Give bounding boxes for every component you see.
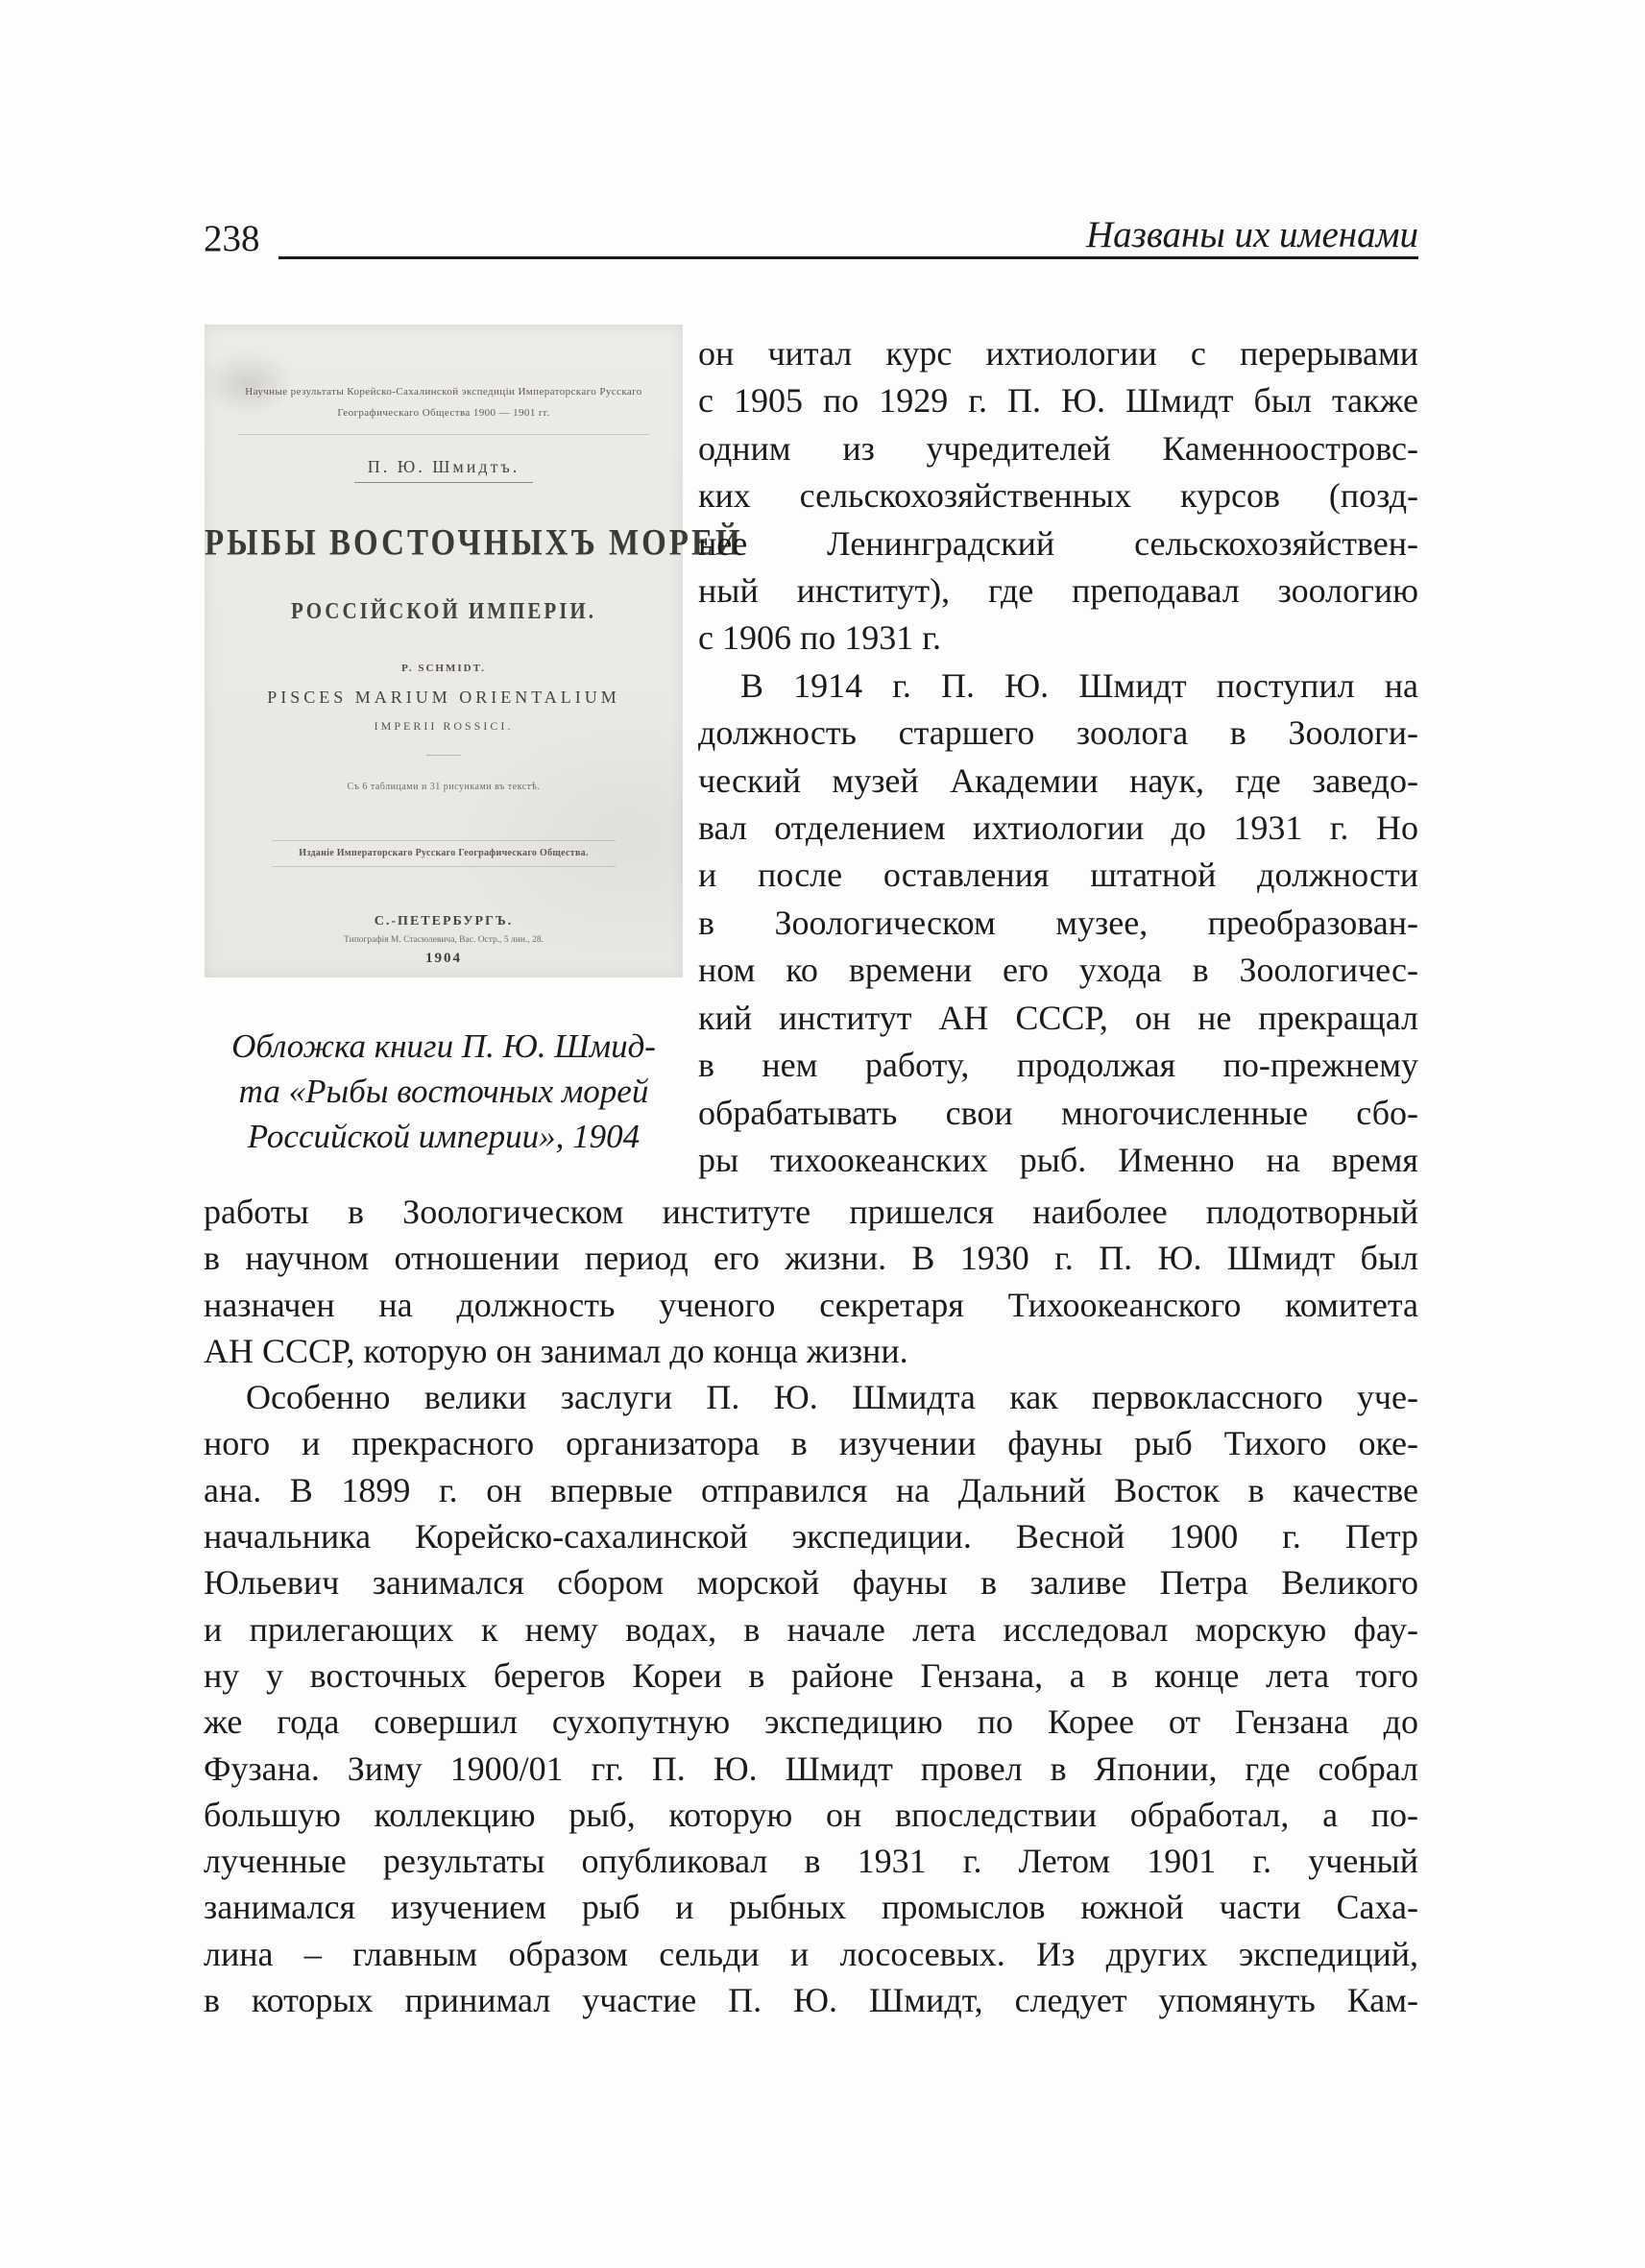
cover-latin-subtitle: IMPERII ROSSICI.: [374, 719, 514, 733]
body-line: ну у восточных берегов Кореи в районе Гензана, а в конце лета того: [204, 1655, 1418, 1695]
body-line: в которых принимал участие П. Ю. Шмидт, следует упомянуть Кам-: [204, 1981, 1418, 2020]
cover-rule: [238, 434, 649, 435]
figure-book-cover: [205, 325, 743, 1159]
body-line: работы в Зоологическом институте пришелся наиболее плодотворный: [204, 1193, 1418, 1231]
body-line: ный институт), где преподавал зоологию: [698, 571, 1418, 611]
body-line: в нем работу, продолжая по-прежнему: [698, 1046, 1418, 1085]
body-line: назначен на должность ученого секретаря Тихоокеанского комитета: [204, 1285, 1418, 1324]
caption-line: Российской империи», 1904: [247, 1118, 641, 1155]
body-column-right: [698, 330, 1418, 1184]
cover-city: С.-ПЕТЕРБУРГЪ.: [374, 914, 514, 929]
cover-publisher-rule-bottom: [272, 866, 617, 867]
body-line: кий институт АН СССР, он не прекращал: [698, 998, 1418, 1037]
body-line: вал отделением ихтиологии до 1931 г. Но: [698, 808, 1418, 848]
cover-ornament-rule: [426, 755, 461, 756]
body-line: обрабатывать свои многочисленные сбо-: [698, 1093, 1418, 1132]
cover-series-line-2: Географическаго Общества 1900 — 1901 гг.: [337, 407, 550, 419]
body-line: в Зоологическом музее, преобразован-: [698, 903, 1418, 942]
running-header-title: Названы их именами: [1085, 214, 1418, 255]
book-cover-scan: [205, 325, 743, 977]
page-number: 238: [204, 218, 260, 259]
header-rule: [278, 256, 1418, 259]
body-line: и после оставления штатной должности: [698, 856, 1418, 895]
cover-title-line-2: РОССІЙСКОЙ ИМПЕРІИ.: [290, 597, 596, 624]
body-line: ного и прекрасного организатора в изучении фауны рыб Тихого оке-: [204, 1424, 1418, 1463]
cover-author: П. Ю. Шмидтъ.: [205, 457, 683, 477]
cover-printer: Типографія М. Стасюлевича, Вас. Остр., 5 лин., 28.: [344, 935, 544, 945]
cover-latin-title: PISCES MARIUM ORIENTALIUM: [267, 688, 620, 707]
body-line: же года совершил сухопутную экспедицию по Корее от Гензана до: [204, 1702, 1418, 1742]
body-line: начальника Корейско-сахалинской экспедиции. Весной 1900 г. Петр: [204, 1517, 1418, 1556]
body-line: лина – главным образом сельди и лососевых. Из других экспедиций,: [204, 1934, 1418, 1973]
body-line: занимался изучением рыб и рыбных промыслов южной части Саха-: [204, 1888, 1418, 1927]
body-line: нее Ленинградский сельскохозяйствен-: [698, 523, 1418, 563]
body-full-width: [204, 1189, 1418, 2023]
body-line: Особенно велики заслуги П. Ю. Шмидта как первоклассного уче-: [246, 1378, 1418, 1417]
body-line: Юльевич занимался сбором морской фауны в заливе Петра Великого: [204, 1563, 1418, 1603]
cover-publisher-rule-top: [272, 840, 617, 841]
body-line: одним из учредителей Каменноостровс-: [698, 428, 1418, 468]
body-line: АН СССР, которую он занимал до конца жизни.: [204, 1331, 908, 1370]
body-line: ких сельскохозяйственных курсов (позд-: [698, 476, 1418, 516]
body-line: ры тихоокеанских рыб. Именно на время: [698, 1140, 1418, 1179]
body-line: ном ко времени его ухода в Зоологичес-: [698, 951, 1418, 990]
cover-series-line-1: Научные результаты Корейско-Сахалинской экспедиціи Императорскаго Русскаго: [245, 386, 642, 398]
body-line: с 1905 по 1929 г. П. Ю. Шмидт был также: [698, 381, 1418, 421]
cover-title-line-1: РЫБЫ ВОСТОЧНЫХЪ МОРЕЙ: [205, 522, 743, 565]
body-line: лученные результаты опубликовал в 1931 г. Летом 1901 г. ученый: [204, 1842, 1418, 1881]
body-line: с 1906 по 1931 г.: [698, 618, 941, 658]
body-line: ческий музей Академии наук, где заведо-: [698, 760, 1418, 800]
caption-line: Обложка книги П. Ю. Шмид-: [231, 1027, 656, 1065]
body-line: Фузана. Зиму 1900/01 гг. П. Ю. Шмидт провел в Японии, где собрал: [204, 1749, 1418, 1788]
body-line: большую коллекцию рыб, которую он впоследствии обработал, а по-: [204, 1795, 1418, 1834]
body-line: он читал курс ихтиологии с перерывами: [698, 334, 1418, 373]
body-line: В 1914 г. П. Ю. Шмидт поступил на: [740, 665, 1418, 705]
body-line: должность старшего зоолога в Зоологи-: [698, 713, 1418, 753]
cover-publisher: Изданіе Императорскаго Русскаго Географическаго Общества.: [299, 848, 589, 858]
cover-tables-note: Съ 6 таблицами и 31 рисунками въ текстѣ.: [347, 782, 541, 792]
figure-caption: [205, 1024, 683, 1159]
cover-latin-author: P. SCHMIDT.: [401, 663, 486, 674]
body-line: и прилегающих к нему водах, в начале лета исследовал морскую фау-: [204, 1609, 1418, 1649]
body-line: в научном отношении период его жизни. В 1930 г. П. Ю. Шмидт был: [204, 1239, 1418, 1278]
cover-year: 1904: [425, 951, 462, 966]
body-line: ана. В 1899 г. он впервые отправился на Дальний Восток в качестве: [204, 1470, 1418, 1509]
caption-line: та «Рыбы восточных морей: [238, 1073, 649, 1110]
